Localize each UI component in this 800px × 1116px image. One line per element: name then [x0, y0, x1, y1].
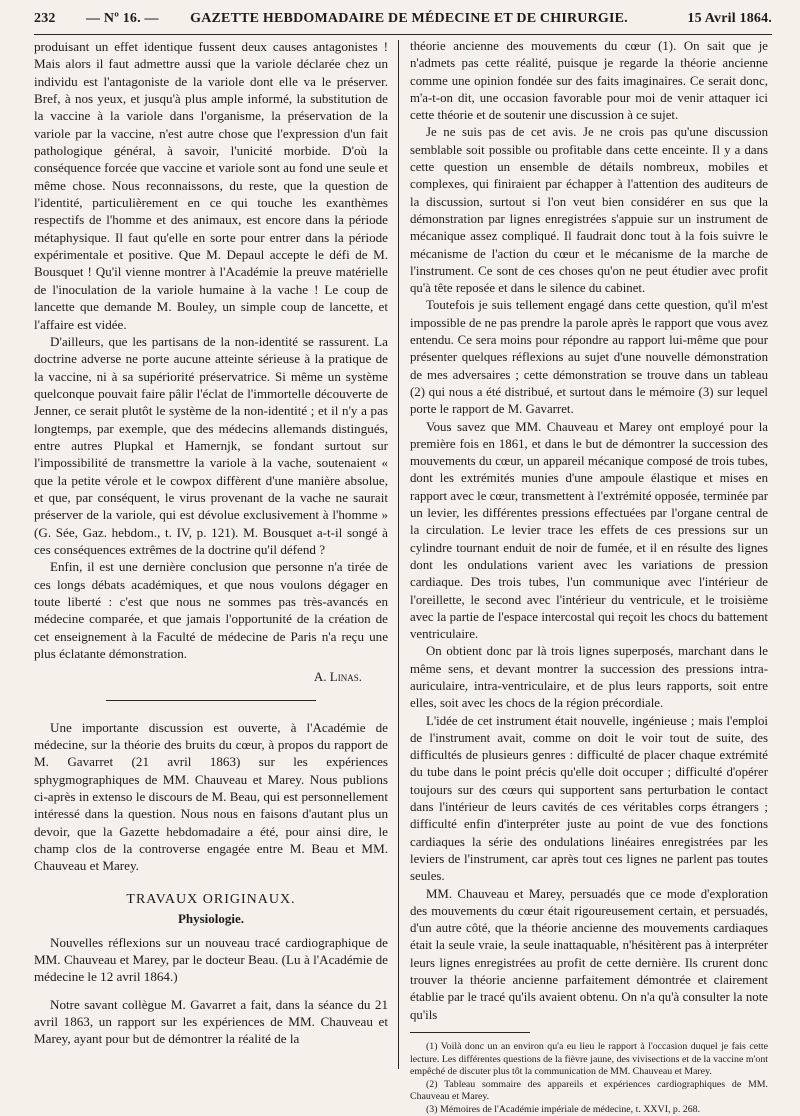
page-number: 232	[34, 11, 56, 26]
article-heading: Nouvelles réflexions sur un nouveau tracé cardiographique de MM. Chauveau et Marey, par le docteur Beau. (Lu à l'Académie de médecine le 12 avril 1864.)	[34, 934, 388, 985]
author-signature: A. Linas.	[313, 669, 362, 685]
section-divider	[106, 700, 316, 701]
paragraph: L'idée de cet instrument était nouvelle, ingénieuse ; mais l'emploi de l'instrument avait, comme on doit le voir tout de suite, des difficultés de plusieurs genres : difficulté de placer chaque extrémité du tube dans le point précis qu'elle doit occuper ; difficulté d'opérer toujours sur des cœurs qui supportent sans perturbation le contact dans l'intérieur de leurs cavités de ces véritables corps étrangers ; difficulté enfin d'interpréter juste au point de vue des fonctions cardiaques la série des ondulations linéaires enregistrées par les leviers de l'instrument, car après tout ces lignes ne parlent pas toutes seules.	[410, 713, 768, 884]
spacer	[34, 986, 388, 996]
footnote: (1) Voilà donc un an environ qu'a eu lieu le rapport à l'occasion duquel je fais cette lecture. Les différentes questions de la fièvre jaune, des vivisections et de la vaccine m'ont empêché de discuter plus tôt la communication de MM. Chauveau et Marey.	[410, 1040, 768, 1078]
issue-number: — Nº 16. —	[86, 11, 159, 26]
section-subtitle: Physiologie.	[177, 911, 245, 927]
paragraph: D'ailleurs, que les partisans de la non-identité se rassurent. La doctrine adverse ne porte aucune atteinte sérieuse à la pratique de la vaccine, ni à sa supériorité préservatrice. Si même un système quelconque pouvait faire pâlir l'éclat de l'immortelle découverte de Jenner, ce serait plutôt le système de la non-identité ; et il n'y a pas longtemps, par exemple, que des médecins allemands distingués, entre autres Plupkal et Hamernjk, se fondant surtout sur l'impossibilité de transmettre la variole à la vache, soutenaient « que la petite vérole et le cowpox diffèrent d'une manière absolue, et que, par conséquent, le virus provenant de la vache ne saurait préserver de la variole, qui est dévolue exclusivement à l'homme » (G. Sée, Gaz. hebdom., t. IV, p. 121). M. Bousquet a-t-il songé à ces conséquences extrêmes de la doctrine qu'il défend ?	[34, 333, 388, 557]
paragraph: théorie ancienne des mouvements du cœur (1). On sait que je n'admets pas cette réalité, puisque je regarde la théorie ancienne comme une opinion fondée sur des faits imaginaires. Ce serait donc, m'a-t-on dit, une occasion favorable pour moi de venir attaquer ici cette théorie et de soutenir une discussion à ce sujet.	[410, 39, 768, 123]
paragraph: MM. Chauveau et Marey, persuadés que ce mode d'exploration des mouvements du cœur était rigoureusement certain, et persuadés, d'un autre côté, que la théorie ancienne des mouvements cardiaques était la seule vraie, la seule inattaquable, n'hésitèrent pas à interpréter leurs lignes enregistrées au profit de cette dernière. Ils crurent donc trouver la théorie ancienne parfaitement démontrée et clairement établie par le tracé qu'ils avaient obtenu. On n'a qu'à consulter la note qu'ils	[410, 886, 768, 1022]
paragraph: produisant un effet identique fussent deux causes antagonistes ! Mais alors il faut admettre aussi que la variole déclarée chez un individu est l'antagoniste de la variole dont elle va le préserver. Bref, à nos yeux, et jusqu'à plus ample informé, la substitution de la vaccine à la variole dans l'organisme, la préservation de la variole par la vaccine, n'est autre chose que l'expression d'un fait pathologique général, à savoir, l'unicité morbide. D'où la conséquence forcée que vaccine et variole sont au fond une seule et même chose. Nous reconnaissons, du reste, que la question de l'identité, particulièrement en ce qui touche les exanthèmes respectifs de l'homme et des animaux, est encore dans la période métaphysique. Il faut qu'elle en sorte pour entrer dans la période expérimentale et positive. Que M. Depaul accepte le défi de M. Bousquet ! Qu'il vienne montrer à l'Académie la preuve matérielle de l'inoculation de la variole humaine à la vache ! Le coup de lancette que demande M. Bouley, un simple coup de lancette, et l'affaire est vidée.	[34, 39, 388, 332]
paragraph: On obtient donc par là trois lignes superposés, marchant dans le même sens, et devant montrer la succession des pressions intra-auriculaire, intra-ventriculaire, et de plus leurs rapports, soit entre elles, soit avec les chocs de la région précordiale.	[410, 644, 768, 711]
paragraph: Enfin, il est une dernière conclusion que personne n'a tirée de ces longs débats académiques, et que nous voulons dégager en toute liberté : c'est que nous ne sommes pas très-avancés en médecine comparée, et que jamais l'opportunité de la création de cet enseignement à la Faculté de médecine de Paris n'a reçu une plus éclatante démonstration.	[34, 559, 388, 662]
column-divider	[398, 40, 399, 1069]
section-title: TRAVAUX ORIGINAUX.	[126, 891, 296, 907]
issue-date: 15 Avril 1864.	[687, 11, 772, 26]
left-column	[34, 38, 388, 1048]
footnote: (3) Mémoires de l'Académie impériale de médecine, t. XXVI, p. 268.	[426, 1103, 701, 1115]
paragraph: Notre savant collègue M. Gavarret a fait, dans la séance du 21 avril 1863, un rapport sur les expériences de MM. Chauveau et Marey, ayant pour but de démontrer la réalité de la	[34, 996, 388, 1047]
paragraph: Vous savez que MM. Chauveau et Marey ont employé pour la première fois en 1861, et dans le but de démontrer la succession des mouvements du cœur, un appareil mécanique composé de trois tubes, dont les extrémités munies d'une ampoule élastique et mises en rapport avec le cœur, transmettent à l'extrémité opposée, terminée par un levier, les différentes pressions effectuées par l'organe central de la circulation. Le levier trace les effets de ces pressions sur un cylindre tournant enduit de noir de fumée, et il en résulte des lignes dont les ondulations varient avec les variations de pression cardiaque. Des trois tubes, l'un communique avec l'intérieur de l'oreillette, le second avec l'intérieur du ventricule, et le troisième avec la partie de l'espace intercostal qui reçoit les chocs du battement ventriculaire.	[410, 419, 768, 642]
footnote-separator	[410, 1032, 530, 1033]
running-header	[34, 6, 772, 32]
header-rule	[34, 34, 772, 35]
paragraph: Toutefois je suis tellement engagé dans cette question, qu'il m'est impossible de ne pas prendre la parole après le rapport que vous avez entendu. Ce sera moins pour répondre au rapport lui-même que pour présenter quelques réflexions au sujet d'une nouvelle démonstration de mes adversaires ; cette démonstration se trouve dans un tableau (2) qui nous a été distribué, et surtout dans le mémoire (3) sur lequel porte le rapport de M. Gavarret.	[410, 298, 768, 417]
footnote: (2) Tableau sommaire des appareils et expériences cardiographiques de MM. Chauveau et Marey.	[410, 1078, 768, 1103]
journal-title: GAZETTE HEBDOMADAIRE DE MÉDECINE ET DE CHIRURGIE.	[190, 11, 628, 26]
paragraph: Je ne suis pas de cet avis. Je ne crois pas qu'une discussion semblable soit possible ou profitable dans cette enceinte. Il y a dans cette question un ensemble de détails nombreux, mobiles et complexes, qui finiraient par échapper à l'attention des auditeurs de la discussion, surtout si l'on veut bien considérer en sus que la démonstration par lignes enregistrées s'appuie sur un instrument de mécanique assez compliqué. Il faudrait donc tout à la fois suivre le mécanisme de l'action du cœur et le mécanisme de la marche de l'instrument. Ce sont de ces choses qu'on ne peut étudier avec profit qu'à tête reposée et dans le silence du cabinet.	[410, 125, 768, 296]
right-column	[410, 38, 768, 1116]
editorial-note: Une importante discussion est ouverte, à l'Académie de médecine, sur la théorie des bruits du cœur, à propos du rapport de M. Gavarret (21 avril 1863) sur les expériences sphygmographiques de MM. Chauveau et Marey. Nous publions ci-après in extenso le discours de M. Beau, qui est personnellement intéressé dans la question. Nous nous en faisons d'autant plus un devoir, que la Gazette hebdomadaire a été, pour ainsi dire, le champ clos de la controverse engagée entre M. Beau et MM. Chauveau et Marey.	[34, 719, 388, 874]
